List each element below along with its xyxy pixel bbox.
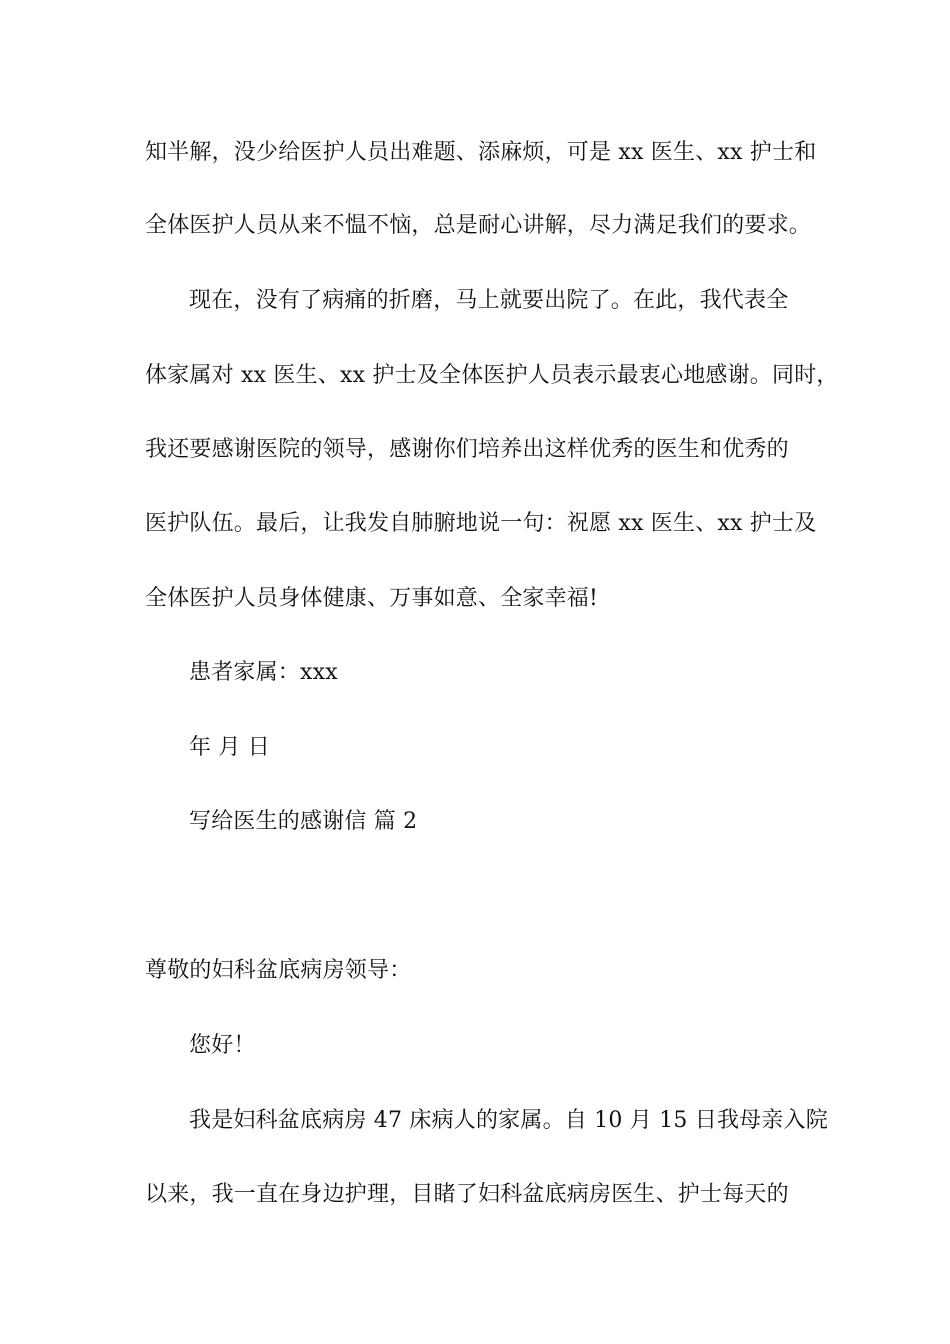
paragraph-start-line: 现在，没有了病痛的折磨，马上就要出院了。在此，我代表全 [189,288,789,313]
body-text-line: 我还要感谢医院的领导，感谢你们培养出这样优秀的医生和优秀的 [145,437,789,462]
paragraph-start-line: 我是妇科盆底病房 47 床病人的家属。自 10 月 15 日我母亲入院 [189,1108,828,1133]
date-line: 年 月 日 [189,735,270,760]
body-text-line: 知半解，没少给医护人员出难题、添麻烦，可是 xx 医生、xx 护士和 [145,140,817,165]
section-title: 写给医生的感谢信 篇 2 [189,809,418,834]
body-text-line: 体家属对 xx 医生、xx 护士及全体医护人员表示最衷心地感谢。同时， [145,363,839,388]
salutation-line: 尊敬的妇科盆底病房领导： [145,958,412,983]
body-text-line: 全体医护人员从来不愠不恼，总是耐心讲解，尽力满足我们的要求。 [145,213,812,238]
body-text-line: 全体医护人员身体健康、万事如意、全家幸福! [145,586,599,611]
greeting-line: 您好！ [189,1033,256,1058]
body-text-line: 医护队伍。最后，让我发自肺腑地说一句：祝愿 xx 医生、xx 护士及 [145,511,817,536]
signature-line: 患者家属：xxx [189,660,338,685]
body-text-line: 以来，我一直在身边护理，目睹了妇科盆底病房医生、护士每天的 [145,1182,789,1207]
